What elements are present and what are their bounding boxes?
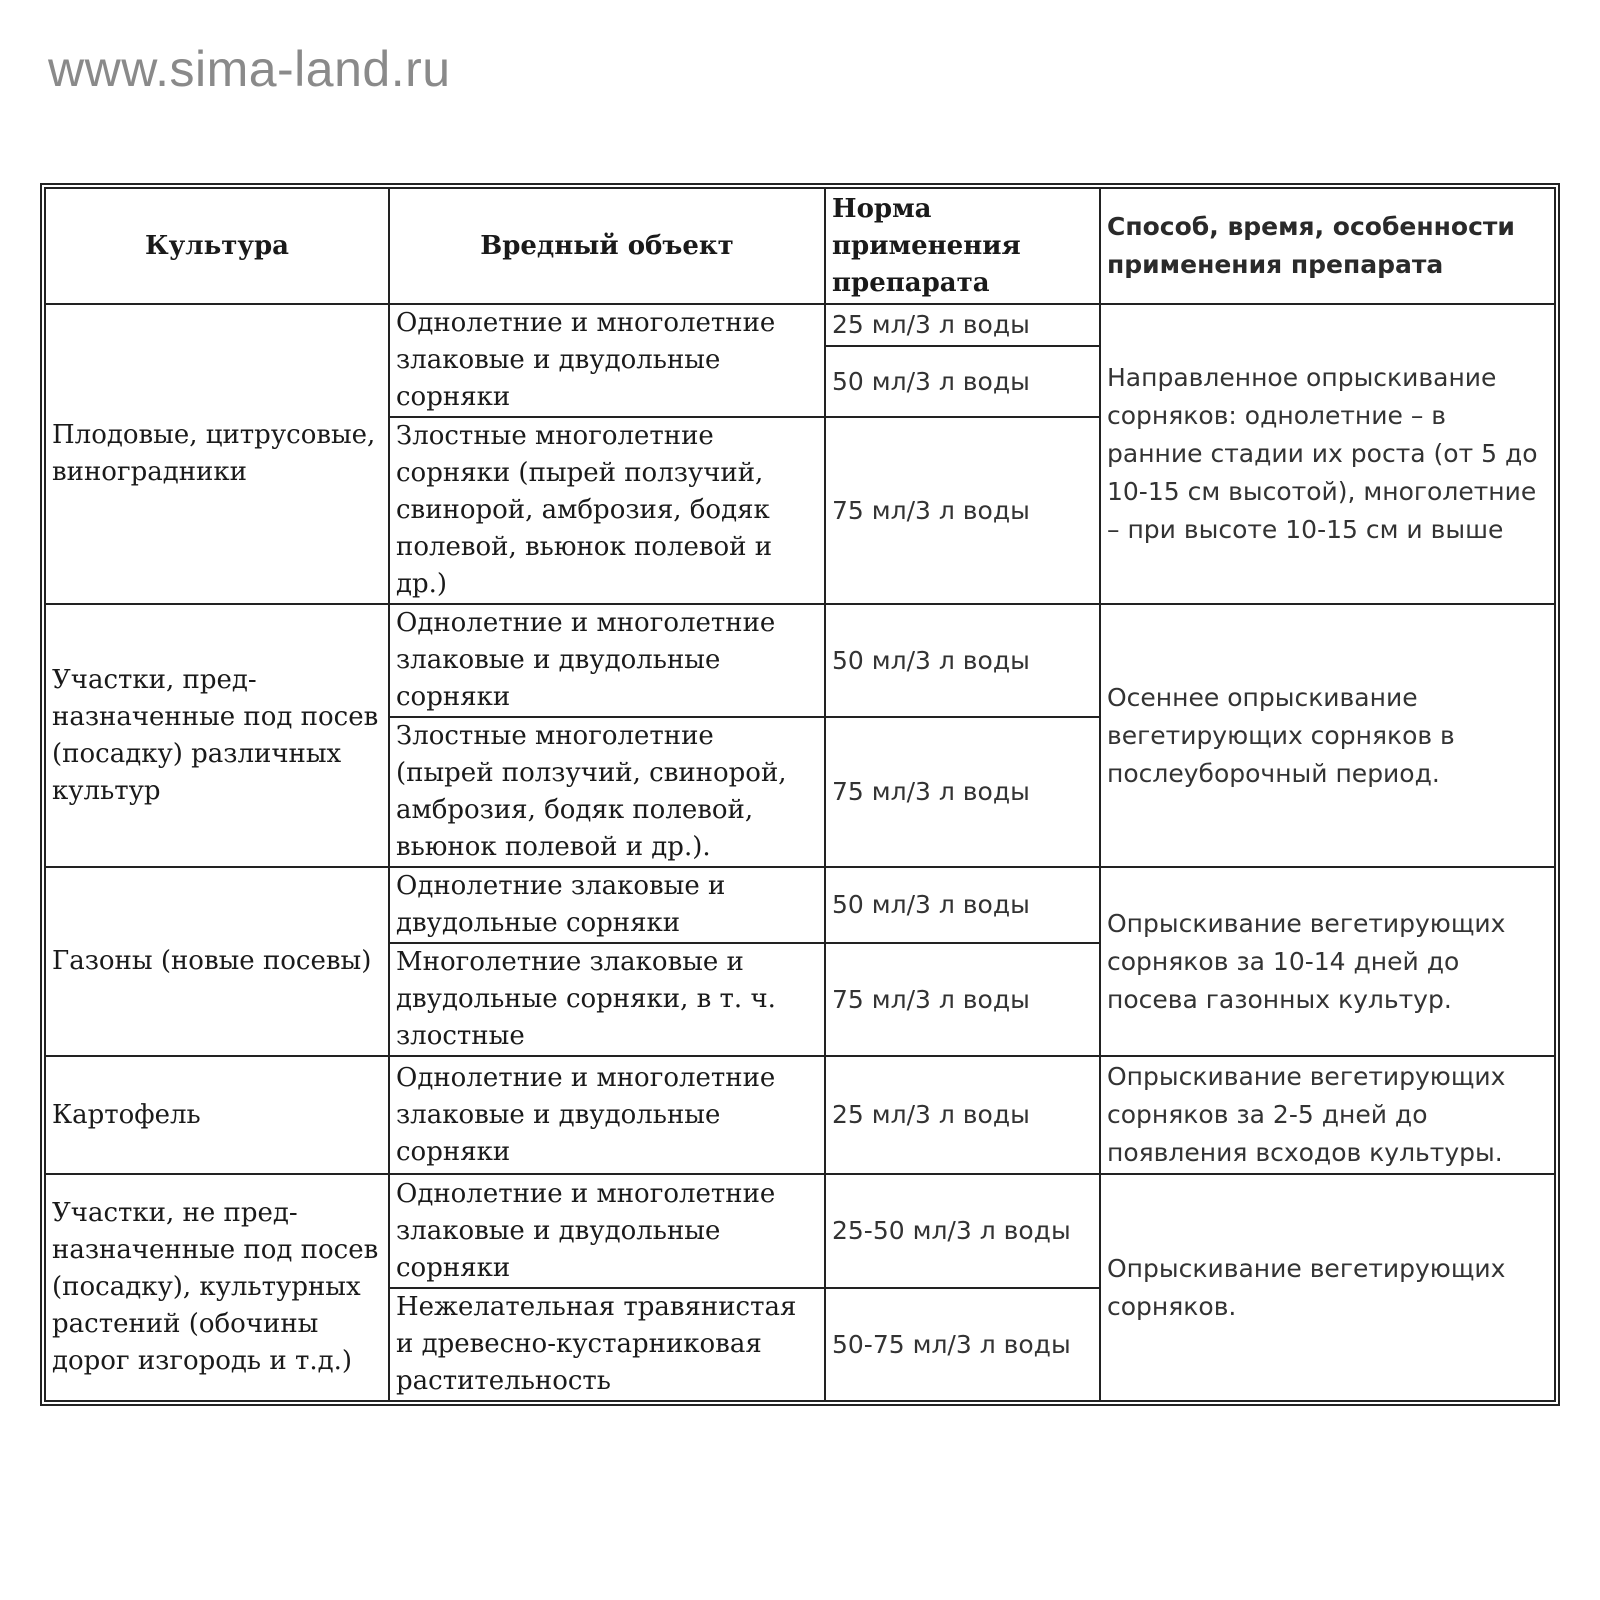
site-watermark: www.sima-land.ru xyxy=(48,41,451,97)
rate-cell: 50 мл/3 л воды xyxy=(825,604,1100,717)
rate-cell: 75 мл/3 л воды xyxy=(825,417,1100,604)
pest-cell: Нежелательная травянистая и древесно-кустарниковая растительность xyxy=(389,1288,825,1401)
culture-cell: Участки, пред-назначенные под посев (посадку) различных культур xyxy=(45,604,389,867)
table-row xyxy=(45,867,1555,943)
header-row xyxy=(45,188,1555,304)
pest-cell: Однолетние и многолетние злаковые и двудольные сорняки xyxy=(389,1056,825,1174)
table-row xyxy=(45,304,1555,346)
header-rate: Норма применения препарата xyxy=(825,188,1100,304)
culture-cell: Газоны (новые посевы) xyxy=(45,867,389,1056)
header-culture: Культура xyxy=(45,188,389,304)
culture-cell: Плодовые, цитрусовые, виноградники xyxy=(45,304,389,604)
pest-cell: Многолетние злаковые и двудольные сорняки, в т. ч. злостные xyxy=(389,943,825,1056)
rate-cell: 50 мл/3 л воды xyxy=(825,346,1100,417)
rate-cell: 50-75 мл/3 л воды xyxy=(825,1288,1100,1401)
rate-cell: 25 мл/3 л воды xyxy=(825,1056,1100,1174)
pest-cell: Злостные многолетние (пырей ползучий, свинорой, амброзия, бодяк полевой, вьюнок полевой и др.). xyxy=(389,717,825,867)
table-row xyxy=(45,1174,1555,1288)
header-method: Способ, время, особенности применения препарата xyxy=(1100,188,1555,304)
rate-cell: 75 мл/3 л воды xyxy=(825,943,1100,1056)
rate-cell: 75 мл/3 л воды xyxy=(825,717,1100,867)
table-row xyxy=(45,1056,1555,1174)
header-pest: Вредный объект xyxy=(389,188,825,304)
herbicide-table-frame xyxy=(40,183,1560,1406)
method-cell: Осеннее опрыскивание вегетирующих сорняков в послеуборочный период. xyxy=(1100,604,1555,867)
pest-cell: Однолетние и многолетние злаковые и двудольные сорняки xyxy=(389,304,825,417)
method-cell: Опрыскивание вегетирующих сорняков за 2-5 дней до появления всходов культуры. xyxy=(1100,1056,1555,1174)
pest-cell: Злостные многолетние сорняки (пырей ползучий, свинорой, амброзия, бодяк полевой, вьюнок полевой и др.) xyxy=(389,417,825,604)
table-row xyxy=(45,604,1555,717)
rate-cell: 50 мл/3 л воды xyxy=(825,867,1100,943)
method-cell: Опрыскивание вегетирующих сорняков за 10-14 дней до посева газонных культур. xyxy=(1100,867,1555,1056)
method-cell: Направленное опрыскивание сорняков: однолетние – в ранние стадии их роста (от 5 до 10-15 см высотой), многолетние – при высоте 10-15 см и выше xyxy=(1100,304,1555,604)
pest-cell: Однолетние и многолетние злаковые и двудольные сорняки xyxy=(389,604,825,717)
pest-cell: Однолетние и многолетние злаковые и двудольные сорняки xyxy=(389,1174,825,1288)
rate-cell: 25 мл/3 л воды xyxy=(825,304,1100,346)
pest-cell: Однолетние злаковые и двудольные сорняки xyxy=(389,867,825,943)
herbicide-application-table xyxy=(44,187,1556,1402)
culture-cell: Картофель xyxy=(45,1056,389,1174)
method-cell: Опрыскивание вегетирующих сорняков. xyxy=(1100,1174,1555,1401)
rate-cell: 25-50 мл/3 л воды xyxy=(825,1174,1100,1288)
culture-cell: Участки, не пред-назначенные под посев (посадку), культурных растений (обочины дорог изгородь и т.д.) xyxy=(45,1174,389,1401)
